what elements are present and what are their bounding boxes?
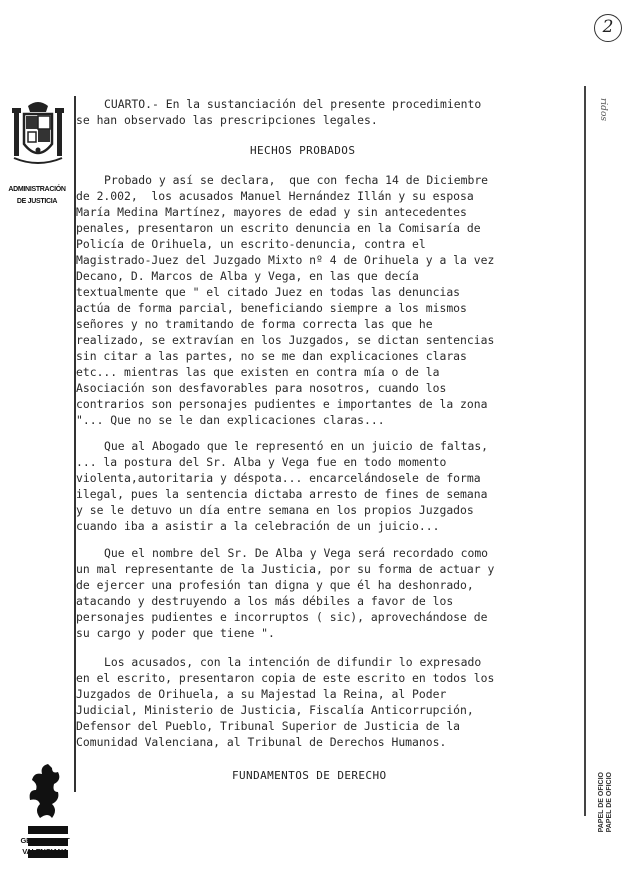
paragraph-line: violenta,autoritaria y déspota... encarcelándosele de forma [76, 471, 481, 485]
paragraph-line: Que el nombre del Sr. De Alba y Vega será recordado como [104, 546, 489, 560]
paragraph-line: en el escrito, presentaron copia de este escrito en todos los [76, 671, 495, 685]
side-stamp-line: PAPEL DE OFICIO [606, 772, 613, 833]
logo-line2: VALENCIANA [22, 847, 68, 856]
paragraph-line: Judicial, Ministerio de Justicia, Fiscalía Anticorrupción, [76, 703, 474, 717]
logo-line1: GENERALITAT [20, 836, 70, 845]
paragraph-line: realizado, se extravían en los Juzgados, se dictan sentencias [76, 333, 495, 347]
paragraph-line: su cargo y poder que tiene ". [76, 626, 275, 640]
paragraph-line: Que al Abogado que le representó en un juicio de faltas, [104, 439, 489, 453]
paragraph-line: señores y no tramitando de forma correcta las que he [76, 317, 433, 331]
page-number: 2 [594, 14, 622, 42]
paragraph-line: Asociación son desfavorables para nosotros, cuando los [76, 381, 447, 395]
paragraph-line: de 2.002, los acusados Manuel Hernández Illán y su esposa [76, 189, 474, 203]
paragraph-line: Magistrado-Juez del Juzgado Mixto nº 4 de Orihuela y a la vez [76, 253, 495, 267]
side-stamp [598, 772, 614, 832]
paragraph-line: sin citar a las partes, no se me dan explicaciones claras [76, 349, 467, 363]
paragraph-line: Policía de Orihuela, un escrito-denuncia, contra el [76, 237, 426, 251]
paragraph-line: Los acusados, con la intención de difundir lo expresado [104, 655, 482, 669]
cuarto-line: CUARTO.- En la sustanciación del presente procedimiento [104, 97, 482, 111]
paragraph-line: Probado y así se declara, que con fecha 14 de Diciembre [104, 173, 489, 187]
heading-fundamentos-de-derecho: FUNDAMENTOS DE DERECHO [232, 769, 387, 782]
institution-line2: DE JUSTICIA [16, 198, 58, 205]
paragraph-line: Juzgados de Orihuela, a su Majestad la Reina, al Poder [76, 687, 447, 701]
paragraph-line: y se le detuvo un día entre semana en los propios Juzgados [76, 503, 474, 517]
side-stamp-line: PAPEL DE OFICIO [598, 772, 605, 833]
paragraph-line: Decano, D. Marcos de Alba y Vega, en las que decía [76, 269, 419, 283]
paragraph-line: cuando iba a asistir a la celebración de un juicio... [76, 519, 440, 533]
paragraph-line: personajes pudientes e incorruptos ( sic), aprovechándose de [76, 610, 488, 624]
heading-hechos-probados: HECHOS PROBADOS [250, 144, 356, 157]
paragraph-line: Defensor del Pueblo, Tribunal Superior de Justicia de la [76, 719, 461, 733]
paragraph-line: ... la postura del Sr. Alba y Vega fue en todo momento [76, 455, 447, 469]
institution-line1: ADMINISTRACIÓN [8, 186, 66, 193]
paragraph-line: Comunidad Valenciana, al Tribunal de Derechos Humanos. [76, 735, 447, 749]
paragraph-line: María Medina Martínez, mayores de edad y sin antecedentes [76, 205, 467, 219]
paragraph-line: de ejercer una profesión tan digna y que él ha deshonrado, [76, 578, 474, 592]
spanish-coat-of-arms-icon [10, 100, 66, 170]
paragraph-line: actúa de forma parcial, beneficiando siempre a los mismos [76, 301, 467, 315]
cuarto-line: se han observado las prescripciones legales. [76, 113, 378, 127]
margin-handwritten-note: ridos [598, 98, 608, 121]
paragraph-line: ilegal, pues la sentencia dictaba arresto de fines de semana [76, 487, 488, 501]
paragraph-line: etc... mientras las que existen en contra mía o de la [76, 365, 440, 379]
paragraph-line: un mal representante de la Justicia, por su forma de actuar y [76, 562, 495, 576]
paragraph-line: penales, presentaron un escrito denuncia en la Comisaría de [76, 221, 481, 235]
paragraph-line: "... Que no se le dan explicaciones claras... [76, 413, 385, 427]
paragraph-line: textualmente que " el citado Juez en todas las denuncias [76, 285, 461, 299]
paragraph-line: atacando y destruyendo a los más débiles a favor de los [76, 594, 454, 608]
right-margin-rule [584, 86, 586, 816]
paragraph-line: contrarios son personajes pudientes e importantes de la zona [76, 397, 488, 411]
